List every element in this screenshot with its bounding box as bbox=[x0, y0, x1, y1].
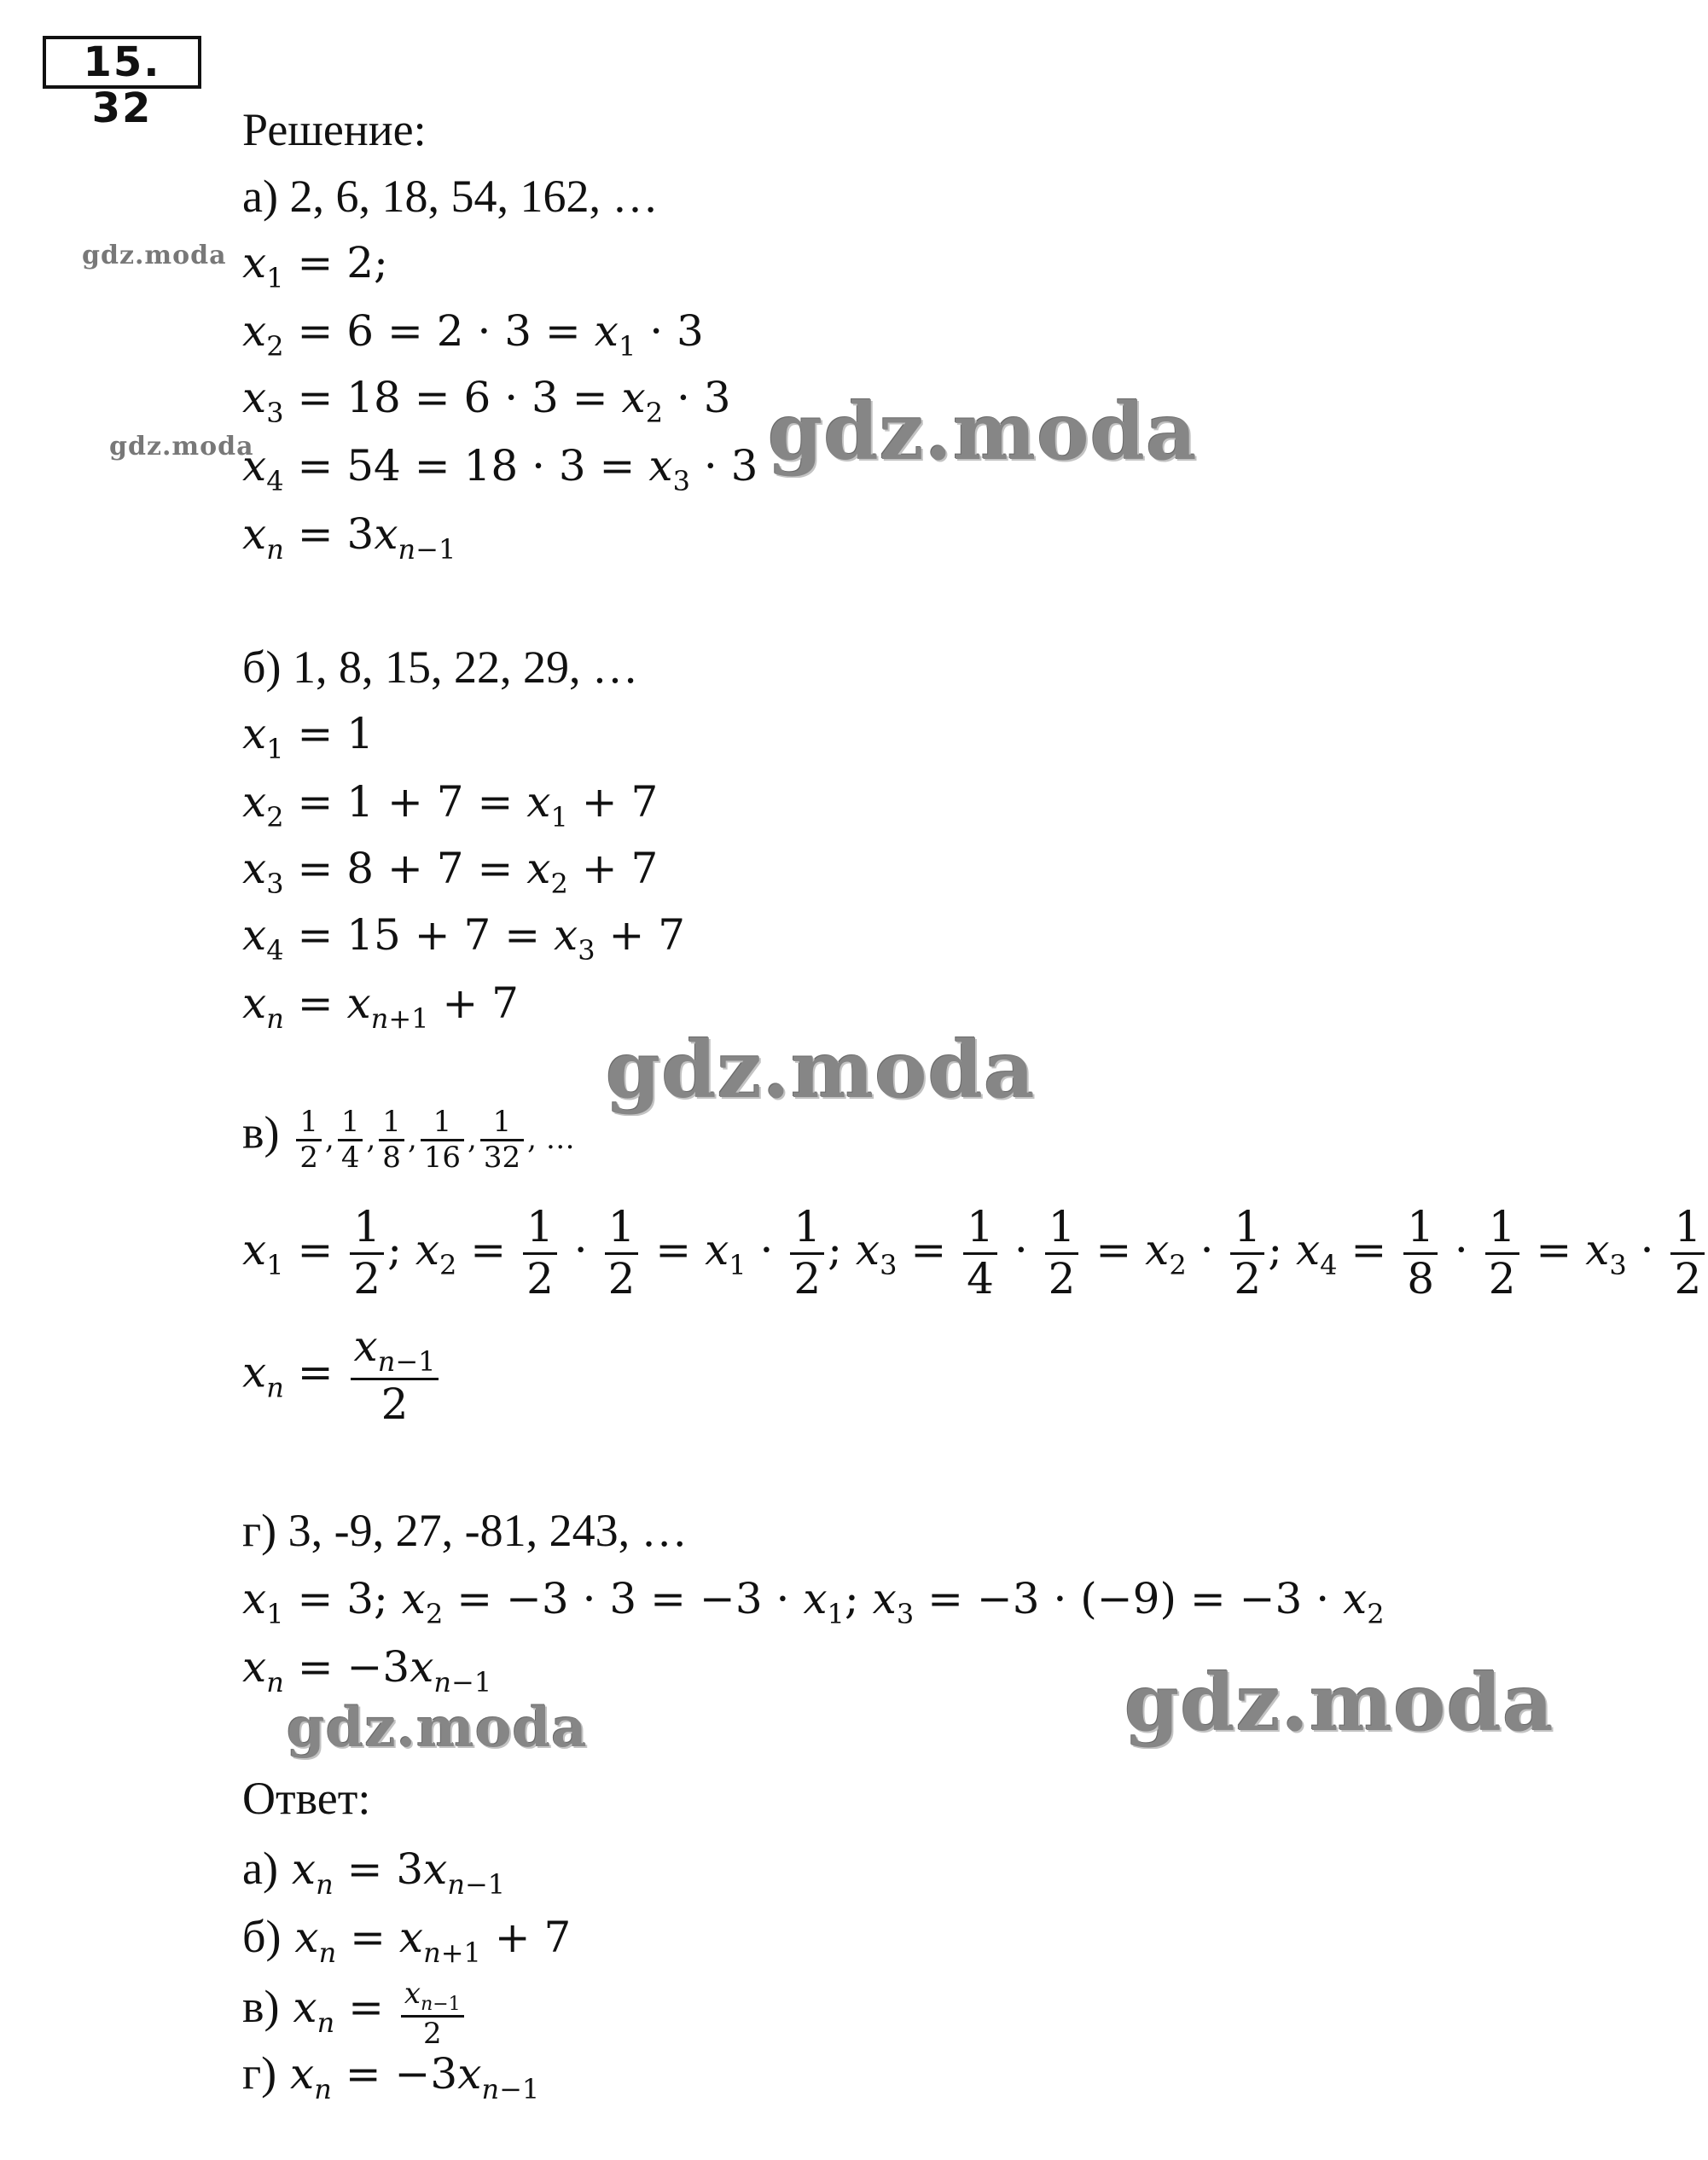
part-b-label: б) bbox=[242, 642, 282, 693]
part-b-formula: $x_n = x_{n+1} + 7$ bbox=[242, 978, 519, 1035]
part-b-step-4: $x_4 = 15 + 7 = x_3 + 7$ bbox=[242, 910, 686, 967]
part-v-steps: $x_1$ = $\frac{1}{2}$ ; $x_2$ = $\frac{1}{2}$ · $\frac{1}{2}$ = $x_1$ · $\frac{1}{2}$ ; $x_3$ = $\frac{1}{4}$ · $\frac{1}{2}$ = $x_2$ · $\frac{1}{2}$ ; $x_4$ = $\frac{1}{8}$ · $\frac{1}{2}$ = $x_3$ · $\frac{1}{2}$ bbox=[242, 1203, 1708, 1304]
part-b-step-3: $x_3 = 8 + 7 = x_2 + 7$ bbox=[242, 844, 659, 900]
answer-b: б) $x_n = x_{n+1} + 7$ bbox=[242, 1911, 572, 1969]
answer-a-label: а) bbox=[242, 1843, 278, 1894]
watermark-large-1: gdz.moda bbox=[768, 386, 1198, 478]
part-b-sequence bbox=[242, 642, 638, 693]
part-g-sequence bbox=[242, 1505, 688, 1556]
watermark-large-2: gdz.moda bbox=[606, 1024, 1036, 1116]
part-a-step-4: $x_4 = 54 = 18 \cdot 3 = x_3 \cdot 3$ bbox=[242, 441, 758, 497]
answer-g: г) $x_n = -3x_{n-1}$ bbox=[242, 2047, 540, 2105]
answer-a: а) $x_n = 3x_{n-1}$ bbox=[242, 1843, 506, 1901]
part-a-label: а) bbox=[242, 171, 278, 222]
watermark-small-1: gdz.moda bbox=[82, 241, 227, 270]
part-b-step-2: $x_2 = 1 + 7 = x_1 + 7$ bbox=[242, 777, 659, 833]
part-a-formula: $x_n = 3x_{n-1}$ bbox=[242, 509, 456, 566]
part-a-step-3: $x_3 = 18 = 6 \cdot 3 = x_2 \cdot 3$ bbox=[242, 373, 731, 429]
answer-b-label: б) bbox=[242, 1911, 282, 1962]
part-v-label: в) bbox=[242, 1106, 280, 1158]
watermark-medium: gdz.moda bbox=[287, 1696, 588, 1760]
answer-heading: Ответ: bbox=[242, 1773, 371, 1824]
answer-v: в) $x_n$ = $\frac{x_{n-1}}{2}$ bbox=[242, 1977, 468, 2051]
part-v-formula: $x_n$ = $\frac{x_{n-1}}{2}$ bbox=[242, 1322, 442, 1429]
part-v-sequence: в) $\frac{1}{2}$ , $\frac{1}{4}$ , $\frac{1}{8}$ , $\frac{1}{16}$ , $\frac{1}{32}$ , … bbox=[242, 1105, 575, 1176]
part-g-values: 3, -9, 27, -81, 243, … bbox=[288, 1505, 688, 1556]
problem-number: 15. 32 bbox=[43, 36, 201, 89]
part-b-step-1: $x_1 = 1$ bbox=[242, 709, 375, 765]
part-a-step-2: $x_2 = 6 = 2 \cdot 3 = x_1 \cdot 3$ bbox=[242, 306, 704, 363]
watermark-small-2: gdz.moda bbox=[109, 432, 254, 462]
answer-g-label: г) bbox=[242, 2047, 277, 2099]
part-g-steps: $x_1 = 3$; $x_2 = -3 \cdot 3 = -3 \cdot x_1$; $x_3 = -3 \cdot (-9) = -3 \cdot x_2$ bbox=[242, 1574, 1385, 1630]
part-a-values: 2, 6, 18, 54, 162, … bbox=[289, 171, 659, 222]
answer-v-label: в) bbox=[242, 1981, 280, 2033]
solution-heading: Решение: bbox=[242, 104, 427, 155]
part-a-sequence bbox=[242, 171, 658, 222]
watermark-large-3: gdz.moda bbox=[1124, 1657, 1554, 1749]
part-g-label: г) bbox=[242, 1505, 277, 1556]
part-g-formula: $x_n = -3x_{n-1}$ bbox=[242, 1642, 492, 1698]
part-b-values: 1, 8, 15, 22, 29, … bbox=[292, 642, 638, 693]
part-a-step-1: $x_1 = 2$; bbox=[242, 238, 388, 294]
